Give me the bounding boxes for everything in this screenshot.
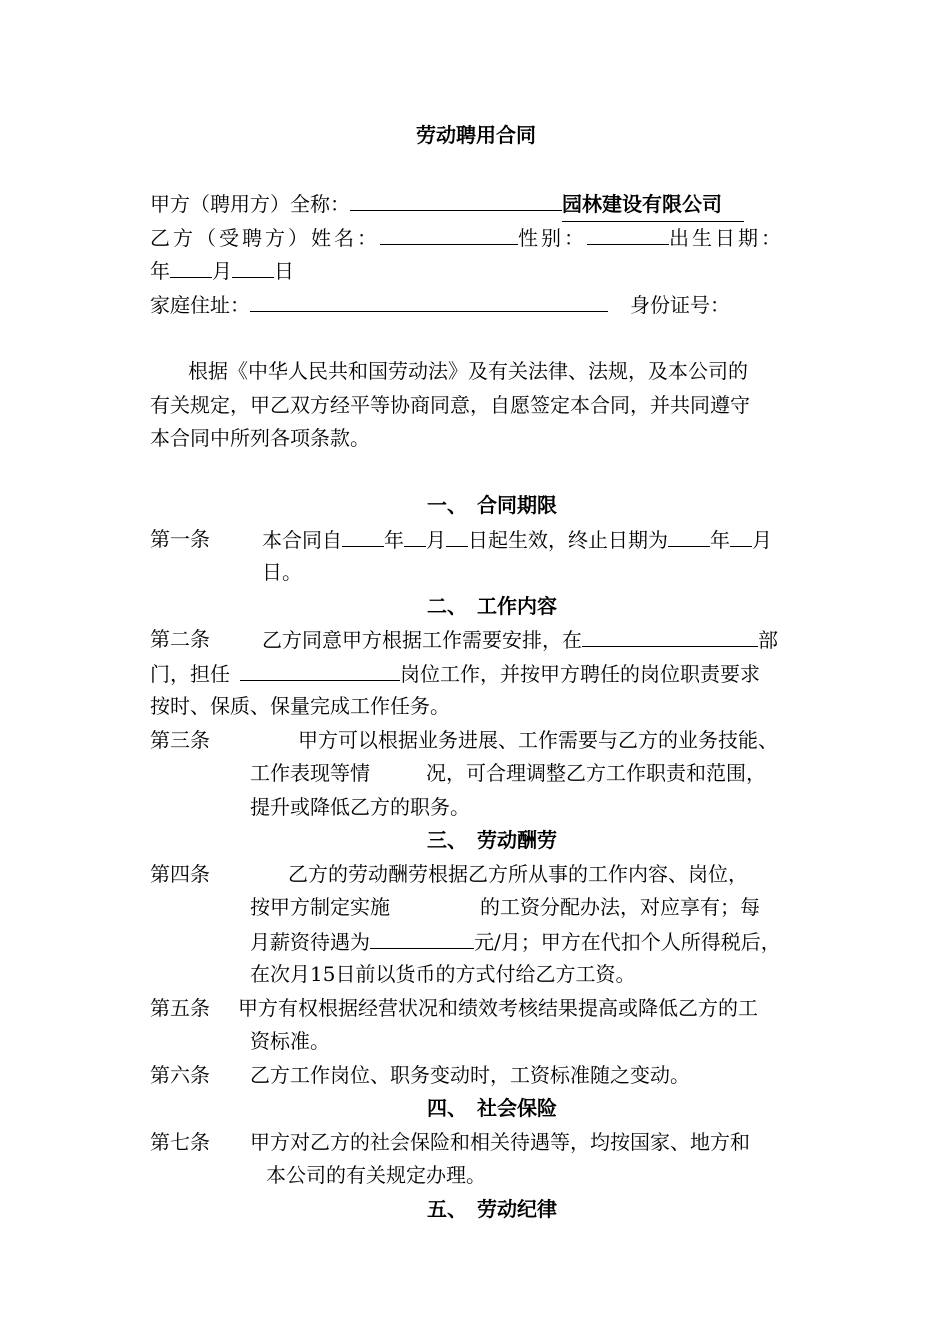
article-2-text-a: 乙方同意甲方根据工作需要安排，在: [262, 628, 582, 652]
name-blank: [380, 220, 518, 245]
article-1-text-c: 月: [426, 528, 446, 552]
gender-label: 性别：: [518, 226, 587, 250]
article-1-label: 第一条: [150, 527, 210, 551]
article-4-label: 第四条: [150, 862, 210, 886]
day-label: 日: [274, 259, 294, 283]
article-6-line-1: 乙方工作岗位、职务变动时，工资标准随之变动。: [250, 1063, 690, 1087]
article-7-label: 第七条: [150, 1130, 210, 1154]
article-4-text-c: 月薪资待遇为: [250, 930, 370, 954]
start-day-blank: [446, 522, 468, 547]
article-4-line-2: [250, 890, 760, 924]
article-2-text-d: 岗位工作，并按甲方聘任的岗位职责要求: [400, 662, 760, 686]
article-4-line-4: 在次月15日前以货币的方式付给乙方工资。: [250, 962, 636, 986]
salary-blank: [370, 924, 474, 949]
section-heading-2: 二、 工作内容: [427, 594, 557, 618]
article-1-text-d: 日起生效，终止日期为: [468, 528, 668, 552]
year-label: 年: [150, 259, 170, 283]
birth-label: 出生日期：: [669, 226, 784, 250]
address-blank: [250, 287, 608, 312]
party-a-blank: [350, 186, 562, 211]
party-a-label: 甲方（聘用方）全称：: [150, 192, 350, 216]
article-3-line-1: 甲方可以根据业务进展、工作需要与乙方的业务技能、: [298, 728, 778, 752]
article-5-label: 第五条: [150, 996, 210, 1020]
month-label: 月: [212, 259, 232, 283]
position-blank: [240, 656, 400, 681]
article-2-text-c: 门，担任: [150, 662, 230, 686]
address-row: [150, 287, 730, 322]
id-label: 身份证号：: [630, 293, 730, 317]
start-year-blank: [342, 522, 384, 547]
end-year-blank: [668, 522, 710, 547]
article-1-line-2: 日。: [262, 560, 302, 584]
article-1-text-e: 年: [710, 528, 730, 552]
article-2-line-3: 按时、保质、保量完成工作任务。: [150, 694, 450, 718]
party-a-company: 园林建设有限公司: [562, 187, 744, 222]
end-month-blank: [730, 522, 752, 547]
article-3-line-2: [250, 756, 766, 790]
gender-blank: [587, 220, 669, 245]
start-month-blank: [404, 522, 426, 547]
article-4-text-d: 元/月；甲方在代扣个人所得税后，: [474, 930, 781, 954]
article-3-line-3: 提升或降低乙方的职务。: [250, 795, 470, 819]
article-4-text-a: 按甲方制定实施: [250, 895, 390, 919]
day-blank: [232, 253, 274, 278]
intro-line-2: 有关规定，甲乙双方经平等协商同意，自愿签定本合同，并共同遵守: [150, 393, 750, 417]
article-1-text-a: 本合同自: [262, 528, 342, 552]
article-3-text-b: 况，可合理调整乙方工作职责和范围，: [426, 761, 766, 785]
article-2-text-b: 部: [758, 628, 778, 652]
party-b-label: 乙方（受聘方）姓名：: [150, 226, 380, 250]
article-6-label: 第六条: [150, 1063, 210, 1087]
section-heading-5: 五、 劳动纪律: [427, 1197, 557, 1221]
article-2-line-2: [150, 656, 760, 691]
article-1-line-1: [262, 522, 772, 557]
section-heading-3: 三、 劳动酬劳: [427, 828, 557, 852]
month-blank: [170, 253, 212, 278]
article-3-text-a: 工作表现等情: [250, 761, 370, 785]
birth-date-row: [150, 253, 294, 288]
section-heading-1: 一、 合同期限: [427, 493, 557, 517]
article-4-text-b: 的工资分配办法，对应享有；每: [480, 895, 760, 919]
intro-line-3: 本合同中所列各项条款。: [150, 426, 370, 450]
party-a-row: [150, 186, 744, 222]
page-title: 劳动聘用合同: [416, 123, 536, 147]
department-blank: [582, 622, 758, 647]
intro-line-1: 根据《中华人民共和国劳动法》及有关法律、法规，及本公司的: [188, 359, 748, 383]
article-5-line-2: 资标准。: [250, 1029, 330, 1053]
section-heading-4: 四、 社会保险: [427, 1096, 557, 1120]
article-1-text-f: 月: [752, 528, 772, 552]
article-2-line-1: [262, 622, 778, 657]
address-label: 家庭住址：: [150, 293, 250, 317]
article-5-line-1: 甲方有权根据经营状况和绩效考核结果提高或降低乙方的工: [238, 996, 758, 1020]
party-b-row: [150, 220, 784, 255]
article-4-line-3: [250, 924, 781, 959]
article-3-label: 第三条: [150, 728, 210, 752]
article-4-line-1: 乙方的劳动酬劳根据乙方所从事的工作内容、岗位，: [288, 862, 748, 886]
article-1-text-b: 年: [384, 528, 404, 552]
article-7-line-2: 本公司的有关规定办理。: [266, 1163, 486, 1187]
article-7-line-1: 甲方对乙方的社会保险和相关待遇等，均按国家、地方和: [250, 1130, 750, 1154]
article-2-label: 第二条: [150, 627, 210, 651]
